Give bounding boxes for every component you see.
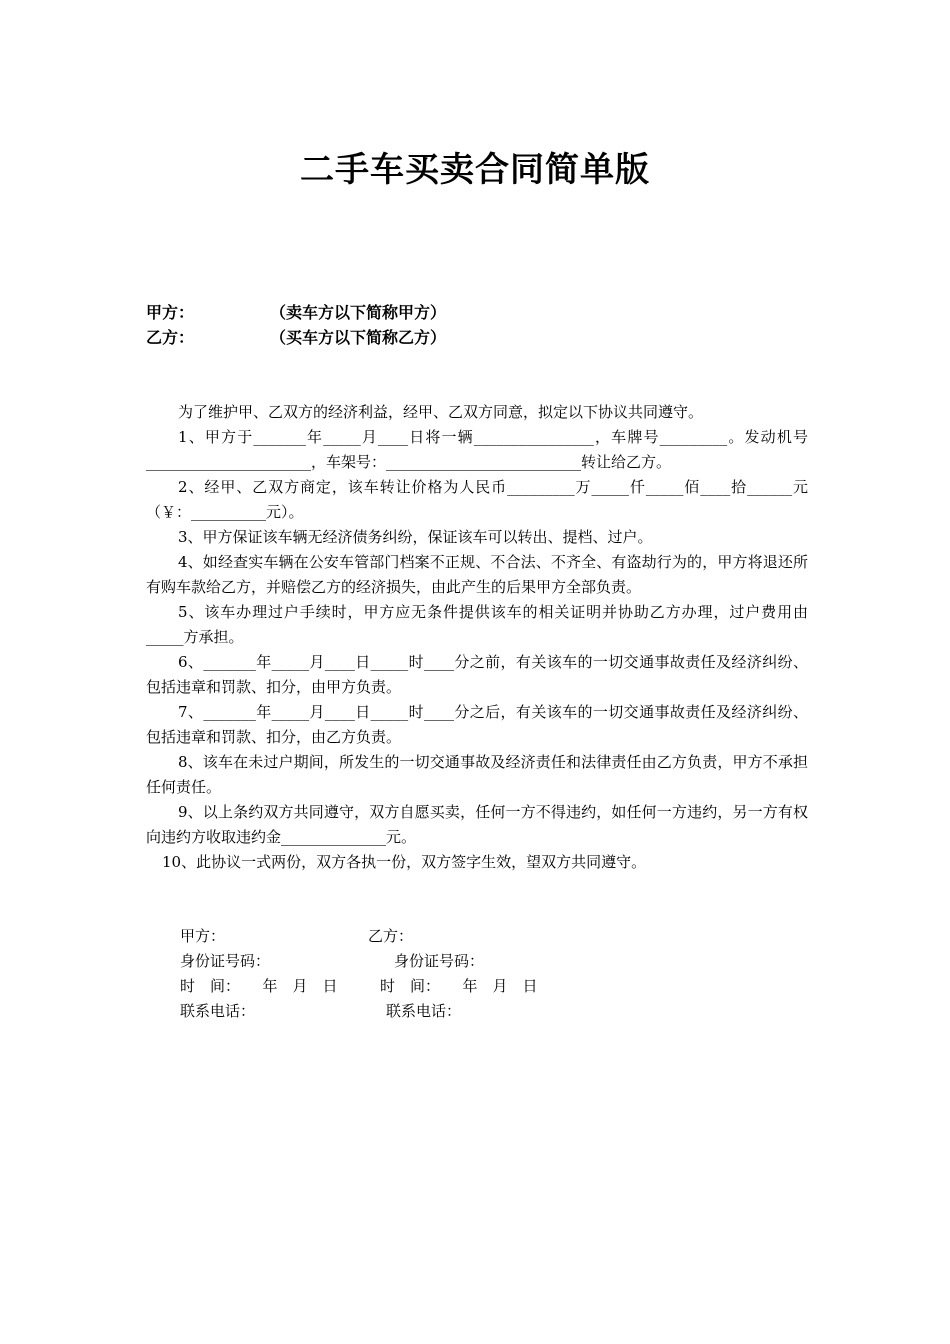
party-a-label: 甲方： bbox=[146, 303, 195, 322]
signature-phone-b: 联系电话： bbox=[386, 1002, 462, 1020]
party-a-row bbox=[146, 300, 446, 325]
signature-time-b: 时 间： 年 月 日 bbox=[380, 977, 538, 995]
signature-id-b: 身份证号码： bbox=[394, 952, 485, 970]
clause-intro: 为了维护甲、乙双方的经济利益，经甲、乙双方同意，拟定以下协议共同遵守。 bbox=[178, 403, 704, 421]
signature-section bbox=[180, 924, 538, 1024]
clause-8: 8、该车在未过户期间，所发生的一切交通事故及经济责任和法律责任由乙方负责，甲方不承担任何责任。 bbox=[146, 753, 808, 796]
clause-1: 1、甲方于_______年_____月____日将一辆________________，车牌号_________。发动机号______________________，车架号：__________________________转让给乙方。 bbox=[146, 428, 808, 471]
signature-row-time bbox=[180, 974, 538, 999]
party-b-row bbox=[146, 325, 446, 350]
signature-id-a: 身份证号码： bbox=[180, 952, 271, 970]
clause-7: 7、_______年_____月____日_____时____分之后，有关该车的一切交通事故责任及经济纠纷、包括违章和罚款、扣分，由乙方负责。 bbox=[146, 703, 808, 746]
signature-row-id bbox=[180, 949, 538, 974]
parties-section bbox=[146, 300, 446, 350]
signature-row-parties bbox=[180, 924, 538, 949]
party-a-note: （卖车方以下简称甲方） bbox=[270, 303, 447, 322]
clause-3: 3、甲方保证该车辆无经济债务纠纷，保证该车可以转出、提档、过户。 bbox=[178, 528, 653, 546]
contract-body bbox=[146, 400, 808, 875]
clause-6: 6、_______年_____月____日_____时____分之前，有关该车的一切交通事故责任及经济纠纷、包括违章和罚款、扣分，由甲方负责。 bbox=[146, 653, 808, 696]
party-b-note: （买车方以下简称乙方） bbox=[270, 328, 447, 347]
signature-phone-a: 联系电话： bbox=[180, 1002, 256, 1020]
party-b-label: 乙方： bbox=[146, 328, 195, 347]
clause-2: 2、经甲、乙双方商定，该车转让价格为人民币_________万_____仟_____佰____拾______元（￥：__________元）。 bbox=[146, 478, 808, 521]
signature-row-phone bbox=[180, 999, 538, 1024]
clause-4: 4、如经查实车辆在公安车管部门档案不正规、不合法、不齐全、有盗劫行为的，甲方将退还所有购车款给乙方，并赔偿乙方的经济损失，由此产生的后果甲方全部负责。 bbox=[146, 553, 808, 596]
clause-9: 9、以上条约双方共同遵守，双方自愿买卖，任何一方不得违约，如任何一方违约，另一方有权向违约方收取违约金______________元。 bbox=[146, 803, 808, 846]
signature-party-b: 乙方： bbox=[368, 927, 414, 945]
signature-time-a: 时 间： 年 月 日 bbox=[180, 977, 338, 995]
clause-10: 10、此协议一式两份，双方各执一份，双方签字生效，望双方共同遵守。 bbox=[162, 853, 647, 871]
clause-5: 5、该车办理过户手续时，甲方应无条件提供该车的相关证明并协助乙方办理，过户费用由_____方承担。 bbox=[146, 603, 808, 646]
document-title: 二手车买卖合同简单版 bbox=[300, 150, 650, 190]
signature-party-a: 甲方： bbox=[180, 927, 226, 945]
